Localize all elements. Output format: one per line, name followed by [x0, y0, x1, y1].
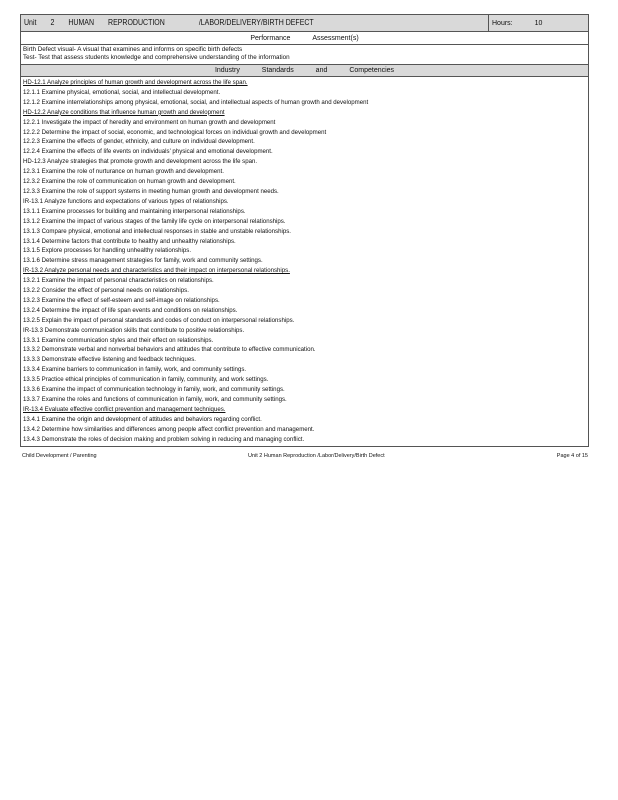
standard-item: IR-13.1 Analyze functions and expectations of various types of relationships.: [23, 197, 229, 205]
standard-item: 13.3.7 Examine the roles and functions of communication in family, work, and community settings.: [23, 396, 287, 403]
standard-item: IR-13.3 Demonstrate communication skills that contribute to positive relationships.: [23, 326, 245, 334]
document-page: [20, 14, 588, 447]
standard-item: 13.2.3 Examine the effect of self-esteem and self-image on relationships.: [23, 296, 220, 304]
standard-item: 13.3.2 Demonstrate verbal and nonverbal behaviors and attitudes that contribute to effective communication.: [23, 346, 316, 354]
standard-item: 12.1.2 Examine interrelationships among physical, emotional, social, and intellectual aspects of human growth and development: [23, 98, 369, 106]
standard-item: 12.3.1 Examine the role of nurturance on human growth and development.: [23, 168, 224, 176]
content-row: [21, 45, 589, 447]
standard-item: 12.2.4 Examine the effects of life events on individuals' physical and emotional development.: [23, 148, 273, 156]
band-word: Industry: [214, 67, 240, 74]
unit-label: Unit: [24, 18, 37, 28]
standards-band: [21, 64, 588, 77]
standard-item: 13.2.2 Consider the effect of personal needs on relationships.: [23, 287, 189, 295]
performance-heading: [21, 32, 589, 45]
standard-heading: IR-13.2 Analyze personal needs and characteristics and their impact on interpersonal relationships.: [23, 267, 290, 275]
standard-item: 13.3.5 Practice ethical principles of communication in family, community, and work settings.: [23, 376, 269, 384]
hours-label: Hours:: [492, 19, 513, 27]
assessment-item: Birth Defect visual- A visual that examines and informs on specific birth defects: [23, 46, 243, 53]
band-word: Standards: [261, 67, 294, 74]
footer-unit: Unit 2 Human Reproduction /Labor/Delivery/Birth Defect: [248, 453, 385, 459]
standard-item: 13.3.4 Examine barriers to communication in family, work, and community settings.: [23, 366, 247, 374]
standard-item: 13.4.2 Determine how similarities and differences among people affect conflict prevention and management.: [23, 425, 315, 433]
standard-item: 13.3.3 Demonstrate effective listening and feedback techniques.: [23, 356, 196, 364]
standard-item: 13.1.6 Determine stress management strategies for family, work and community settings.: [23, 257, 263, 265]
unit-title-human: HUMAN: [68, 18, 95, 28]
standards-list: [21, 77, 588, 446]
standard-item: 13.1.5 Explore processes for handling unhealthy relationships.: [23, 247, 192, 255]
performance-row: [21, 32, 589, 45]
unit-title-labor: /LABOR/DELIVERY/BIRTH DEFECT: [198, 18, 314, 28]
unit-number: 2: [50, 18, 55, 28]
standard-item: 13.2.4 Determine the impact of life span events and conditions on relationships.: [23, 306, 238, 314]
standard-item: 12.2.2 Determine the impact of social, economic, and technological forces on individual growth and development: [23, 128, 327, 136]
standard-item: 13.2.5 Explain the impact of personal standards and codes of conduct on interpersonal relationships.: [23, 316, 295, 324]
content-cell: [21, 45, 589, 447]
footer-course: Child Development / Parenting: [22, 453, 97, 459]
assessment-list: [21, 45, 588, 64]
standard-item: 12.3.2 Examine the role of communication on human growth and development.: [23, 178, 236, 186]
standard-item: 13.3.6 Examine the impact of communication technology in family, work, and community settings.: [23, 386, 285, 394]
standard-item: 13.1.2 Examine the impact of various stages of the family life cycle on interpersonal relationships.: [23, 217, 286, 225]
standard-heading: HD-12.1 Analyze principles of human growth and development across the life span.: [23, 79, 248, 86]
unit-header-left: [21, 15, 489, 32]
standard-heading: HD-12.2 Analyze conditions that influence human growth and development: [23, 108, 225, 116]
standard-item: 13.2.1 Examine the impact of personal characteristics on relationships.: [23, 277, 214, 285]
page-footer: [22, 453, 588, 459]
assessments-word: Assessment(s): [312, 34, 359, 42]
standard-item: 12.1.1 Examine physical, emotional, social, and intellectual development.: [23, 88, 221, 96]
hours-value: 10: [534, 19, 543, 27]
footer-page-number: Page 4 of 15: [556, 453, 588, 459]
standard-item: 13.1.1 Examine processes for building and maintaining interpersonal relationships.: [23, 207, 246, 215]
band-word: and: [315, 67, 328, 74]
hours-cell: [489, 15, 589, 32]
standard-item: 12.3.3 Examine the role of support systems in meeting human growth and development needs.: [23, 187, 279, 195]
unit-title-reproduction: REPRODUCTION: [108, 18, 165, 28]
standard-item: 13.4.1 Examine the origin and development of attitudes and behaviors regarding conflict.: [23, 415, 262, 423]
standard-item: 13.3.1 Examine communication styles and their effect on relationships.: [23, 336, 214, 344]
standard-heading: IR-13.4 Evaluate effective conflict prevention and management techniques.: [23, 405, 226, 413]
unit-header-row: [21, 15, 589, 32]
standard-item: 12.2.3 Examine the effects of gender, ethnicity, and culture on individual development.: [23, 138, 255, 146]
assessment-item: Test- Test that assess students knowledge and comprehensive understanding of the information: [23, 54, 290, 61]
standard-item: 12.2.1 Investigate the impact of heredity and environment on human growth and development: [23, 118, 276, 126]
band-word: Competencies: [349, 67, 395, 74]
standard-item: 13.1.3 Compare physical, emotional and intellectual responses in stable and unstable relationships.: [23, 227, 291, 235]
unit-table: [20, 14, 589, 447]
performance-word: Performance: [250, 34, 291, 42]
standard-item: 13.4.3 Demonstrate the roles of decision making and problem solving in reducing and managing conflict.: [23, 435, 305, 443]
standard-item: HD-12.3 Analyze strategies that promote growth and development across the life span.: [23, 158, 258, 166]
standard-item: 13.1.4 Determine factors that contribute to healthy and unhealthy relationships.: [23, 237, 236, 245]
